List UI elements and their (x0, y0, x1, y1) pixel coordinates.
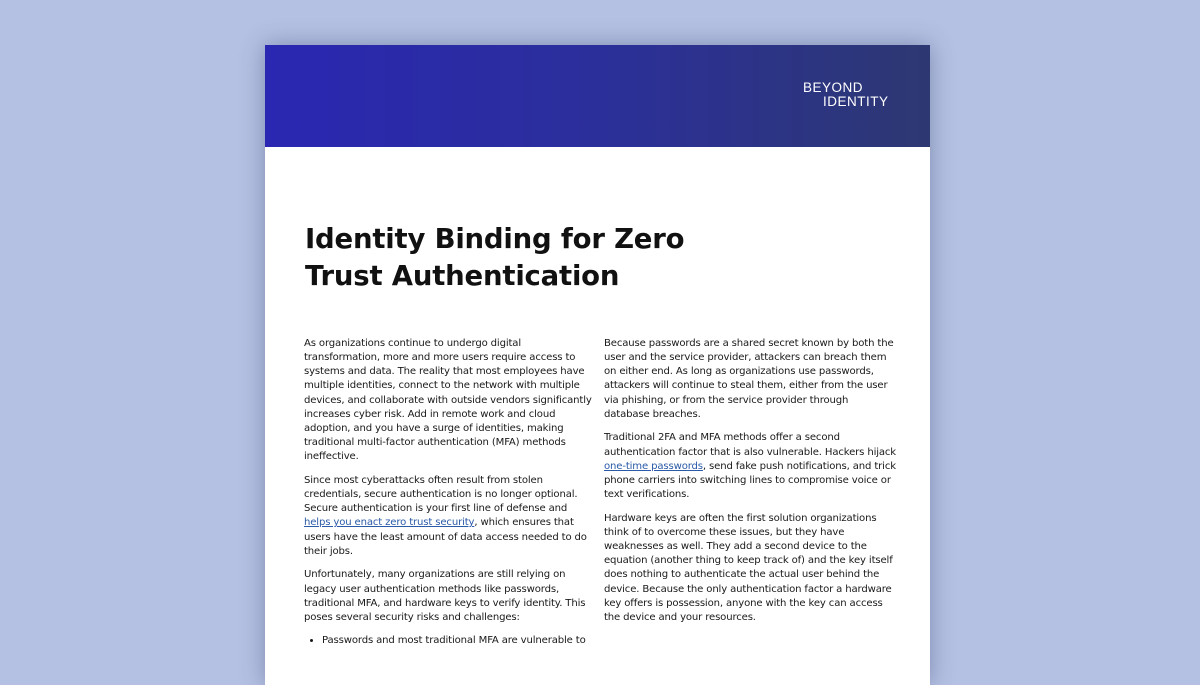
document-title: Identity Binding for Zero Trust Authentication (305, 223, 685, 292)
right-column (604, 337, 896, 634)
paragraph-text: Traditional 2FA and MFA methods offer a second authentication factor that is also vulnerable. Hackers hijack (604, 432, 897, 458)
paragraph-text: , which ensures that users have the least amount of data access needed to do their jobs. (304, 517, 587, 557)
zero-trust-link[interactable]: helps you enact zero trust security (304, 517, 475, 529)
one-time-passwords-link[interactable]: one-time passwords (604, 460, 703, 472)
document-header-banner (265, 45, 930, 147)
left-column (304, 337, 596, 649)
list-item: • Passwords and most traditional MFA are vulnerable to (322, 634, 596, 648)
document-page (265, 45, 930, 685)
paragraph-text: Since most cyberattacks often result from stolen credentials, secure authentication is no longer optional. Secure authentication is your first line of defense and (304, 474, 578, 515)
paragraph (304, 474, 596, 559)
paragraph: Because passwords are a shared secret known by both the user and the service provider, attackers can breach them on either end. As long as organizations use passwords, attackers will continue to steal them, either from the user via phishing, or from the service provider through database breaches. (604, 338, 894, 420)
logo-line-2: IDENTITY (823, 94, 889, 109)
paragraph (604, 431, 896, 502)
beyond-identity-logo (803, 81, 889, 109)
logo-line-1: BEYOND (803, 80, 864, 95)
paragraph-text: , send fake push notifications, and trick phone carriers into switching lines to compromise voice or text verifications. (604, 460, 896, 501)
paragraph: Unfortunately, many organizations are still relying on legacy user authentication methods like passwords, traditional MFA, and hardware keys to verify identity. This poses several security risks and challenges: (304, 569, 586, 623)
risk-list (304, 634, 596, 648)
paragraph: As organizations continue to undergo digital transformation, more and more users require access to systems and data. The reality that most employees have multiple identities, connect to the network with multiple devices, and collaborate with outside vendors significantly increases cyber risk. Add in remote work and cloud adoption, and you have a surge of identities, making traditional multi-factor authentication (MFA) methods ineffective. (304, 338, 592, 463)
paragraph: Hardware keys are often the first solution organizations think of to overcome these issues, but they have weaknesses as well. They add a second device to the equation (another thing to keep track of) and the key itself does nothing to authenticate the actual user behind the device. Because the only authentication factor a hardware key offers is possession, anyone with the key can access the device and your resources. (604, 512, 893, 623)
